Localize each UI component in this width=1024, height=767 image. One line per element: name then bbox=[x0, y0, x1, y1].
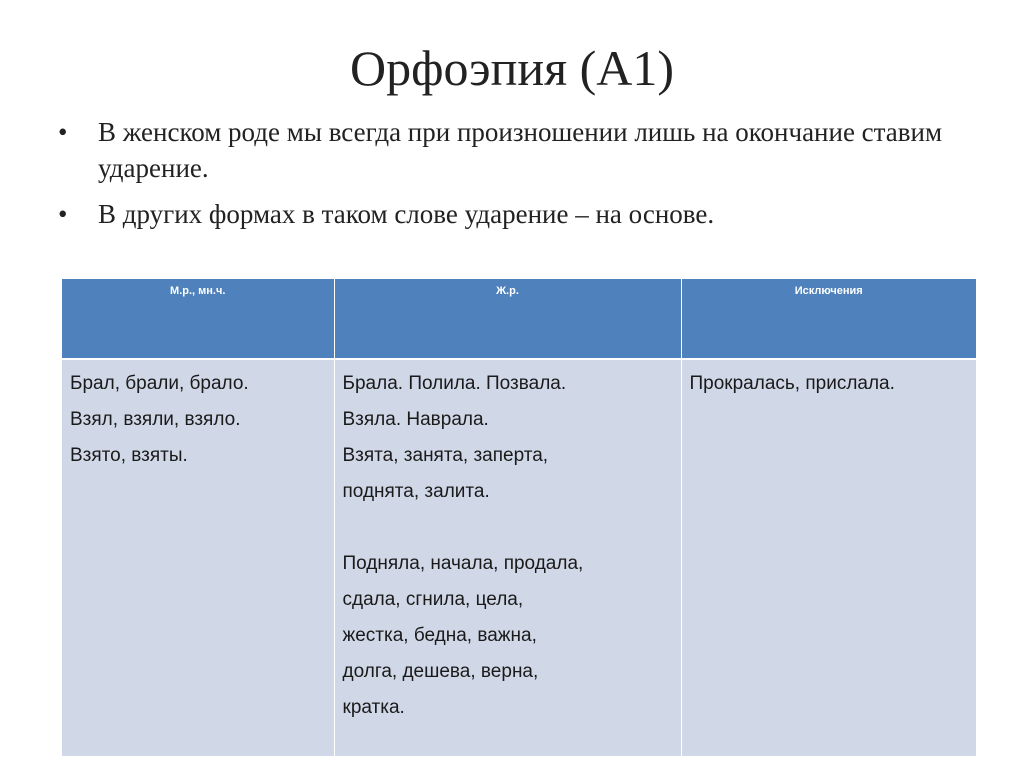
stress-table bbox=[62, 279, 976, 756]
header-masc-plural: М.р., мн.ч. bbox=[62, 279, 334, 359]
word-line: Брал, брали, брало. bbox=[70, 373, 249, 394]
word-line: Взято, взяты. bbox=[70, 445, 188, 466]
cell-exceptions bbox=[681, 359, 976, 756]
word-line: сдала, сгнила, цела, bbox=[342, 589, 524, 610]
word-line: жестка, бедна, важна, bbox=[342, 625, 537, 646]
header-feminine: Ж.р. bbox=[334, 279, 681, 359]
header-exceptions: Исключения bbox=[681, 279, 976, 359]
word-line: Брала. Полила. Позвала. bbox=[342, 373, 567, 394]
cell-feminine bbox=[334, 359, 681, 756]
bullet-marker: • bbox=[58, 117, 68, 147]
word-line: долга, дешева, верна, bbox=[342, 661, 539, 682]
bullet-text: В женском роде мы всегда при произношении лишь на окончание ставим ударение. bbox=[98, 117, 943, 183]
word-line: Подняла, начала, продала, bbox=[342, 553, 584, 574]
word-line: Взята, занята, заперта, bbox=[342, 445, 549, 466]
bullet-item bbox=[58, 114, 988, 186]
word-line: Взяла. Наврала. bbox=[342, 409, 489, 430]
bullet-item bbox=[58, 196, 988, 232]
bullet-text: В других формах в таком слове ударение – на основе. bbox=[98, 199, 715, 229]
table-row bbox=[62, 359, 976, 756]
word-line: поднята, залита. bbox=[342, 481, 490, 502]
word-line: Прокралась, прислала. bbox=[689, 373, 895, 394]
bullet-marker: • bbox=[58, 199, 68, 229]
table-header-row bbox=[62, 279, 976, 359]
bullet-list bbox=[58, 114, 988, 242]
word-line: кратка. bbox=[342, 697, 405, 718]
cell-masc-plural bbox=[62, 359, 334, 756]
slide-title: Орфоэпия (А1) bbox=[350, 40, 674, 96]
spacer bbox=[343, 510, 673, 546]
word-line: Взял, взяли, взяло. bbox=[70, 409, 241, 430]
